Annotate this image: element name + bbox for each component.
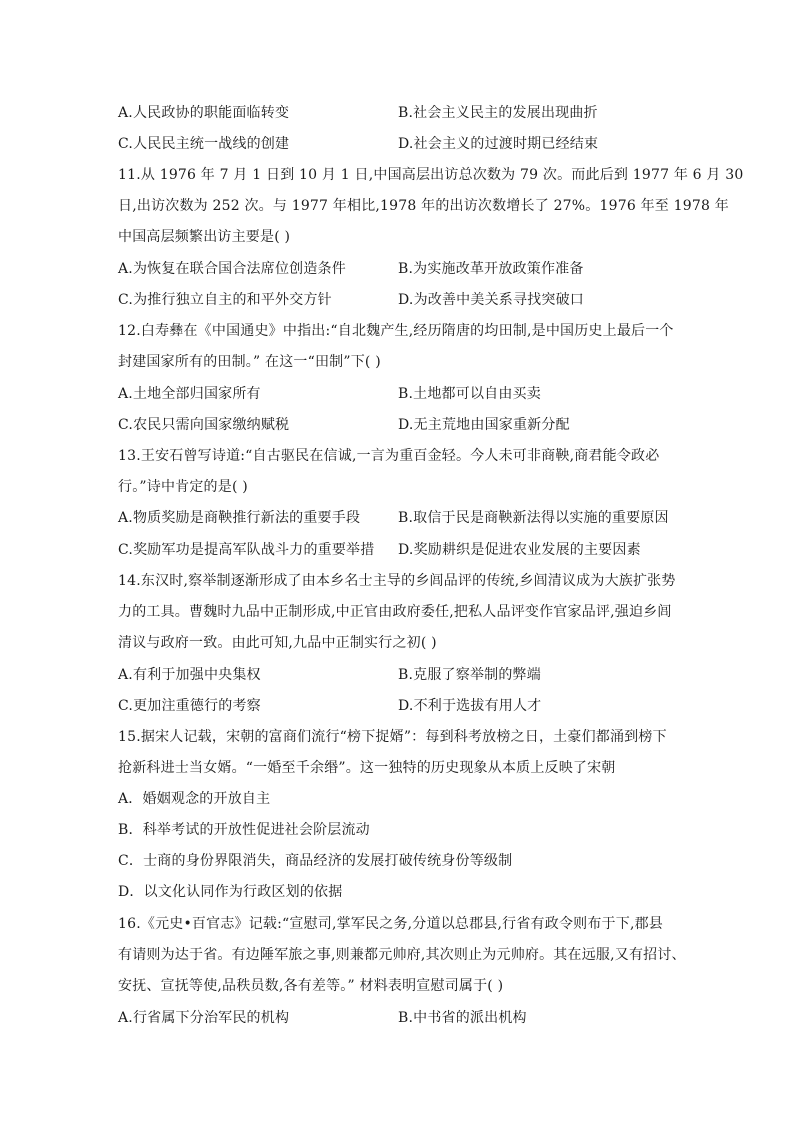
q12-option-c[interactable]: C.农民只需向国家缴纳赋税: [118, 417, 290, 433]
q13-option-c[interactable]: C.奖励军功是提高军队战斗力的重要举措: [118, 542, 375, 558]
q10-option-c[interactable]: C.人民民主统一战线的创建: [118, 136, 290, 152]
q14-option-c[interactable]: C.更加注重德行的考察: [118, 698, 261, 714]
q12-option-b[interactable]: B.土地都可以自由买卖: [398, 386, 541, 402]
q16-stem-line-3: 安抚、宣抚等使,品秩员数,各有差等。” 材料表明宣慰司属于( ): [118, 978, 504, 994]
q16-option-a[interactable]: A.行省属下分治军民的机构: [118, 1010, 290, 1026]
q10-option-d[interactable]: D.社会主义的过渡时期已经结束: [398, 136, 599, 152]
q12-option-d[interactable]: D.无主荒地由国家重新分配: [398, 417, 570, 433]
q15-option-b[interactable]: B．科举考试的开放性促进社会阶层流动: [118, 822, 370, 838]
q14-stem-line-3: 清议与政府一致。由此可知,九品中正制实行之初( ): [118, 635, 437, 651]
q11-stem-line-1: 11.从 1976 年 7 月 1 日到 10 月 1 日,中国高层出访总次数为 79 次。而此后到 1977 年 6 月 30: [118, 167, 744, 183]
q13-option-d[interactable]: D.奖励耕织是促进农业发展的主要因素: [398, 542, 641, 558]
q11-option-b[interactable]: B.为实施改革开放政策作准备: [398, 261, 584, 277]
q13-option-b[interactable]: B.取信于民是商鞅新法得以实施的重要原因: [398, 510, 669, 526]
q16-stem-line-1: 16.《元史•百官志》记载:“宣慰司,掌军民之务,分道以总郡县,行省有政令则布于下,郡县: [118, 916, 663, 932]
q15-option-d[interactable]: D．以文化认同作为行政区划的依据: [118, 884, 343, 900]
q13-stem-line-1: 13.王安石曾写诗道:“自古驱民在信诚,一言为重百金轻。今人未可非商鞅,商君能令政必: [118, 448, 660, 464]
q15-stem-line-1: 15.据宋人记载，宋朝的富商们流行“榜下捉婿”：每到科考放榜之日，土豪们都涌到榜下: [118, 729, 667, 745]
q11-stem-line-2: 日,出访次数为 252 次。与 1977 年相比,1978 年的出访次数增长了 27%。1976 年至 1978 年: [118, 198, 729, 214]
q13-stem-line-2: 行。”诗中肯定的是( ): [118, 479, 248, 495]
q14-stem-line-2: 力的工具。曹魏时九品中正制形成,中正官由政府委任,把私人品评变作官家品评,强迫乡闾: [118, 604, 672, 620]
q16-option-b[interactable]: B.中书省的派出机构: [398, 1010, 527, 1026]
q14-stem-line-1: 14.东汉时,察举制逐渐形成了由本乡名士主导的乡闾品评的传统,乡闾清议成为大族扩张势: [118, 573, 676, 589]
q11-option-c[interactable]: C.为推行独立自主的和平外交方针: [118, 292, 332, 308]
q15-stem-line-2: 抢新科进士当女婿。“一婚至千余缗”。这一独特的历史现象从本质上反映了宋朝: [118, 760, 616, 776]
q12-option-a[interactable]: A.土地全部归国家所有: [118, 386, 261, 402]
q15-option-a[interactable]: A．婚姻观念的开放自主: [118, 791, 271, 807]
q15-option-c[interactable]: C．士商的身份界限消失，商品经济的发展打破传统身份等级制: [118, 853, 513, 869]
q11-option-d[interactable]: D.为改善中美关系寻找突破口: [398, 292, 584, 308]
q14-option-a[interactable]: A.有利于加强中央集权: [118, 667, 261, 683]
q14-option-d[interactable]: D.不利于选拔有用人才: [398, 698, 542, 714]
q10-option-a[interactable]: A.人民政协的职能面临转变: [118, 105, 290, 121]
q13-option-a[interactable]: A.物质奖励是商鞅推行新法的重要手段: [118, 510, 361, 526]
q10-option-b[interactable]: B.社会主义民主的发展出现曲折: [398, 105, 598, 121]
q14-option-b[interactable]: B.克服了察举制的弊端: [398, 667, 541, 683]
q12-stem-line-1: 12.白寿彝在《中国通史》中指出:“自北魏产生,经历隋唐的均田制,是中国历史上最后一个: [118, 323, 674, 339]
q16-stem-line-2: 有请则为达于省。有边陲军旅之事,则兼都元帅府,其次则止为元帅府。其在远服,又有招讨、: [118, 947, 686, 963]
q11-stem-line-3: 中国高层频繁出访主要是( ): [118, 229, 291, 245]
q11-option-a[interactable]: A.为恢复在联合国合法席位创造条件: [118, 261, 346, 277]
q12-stem-line-2: 封建国家所有的田制。” 在这一“田制”下( ): [118, 354, 381, 370]
